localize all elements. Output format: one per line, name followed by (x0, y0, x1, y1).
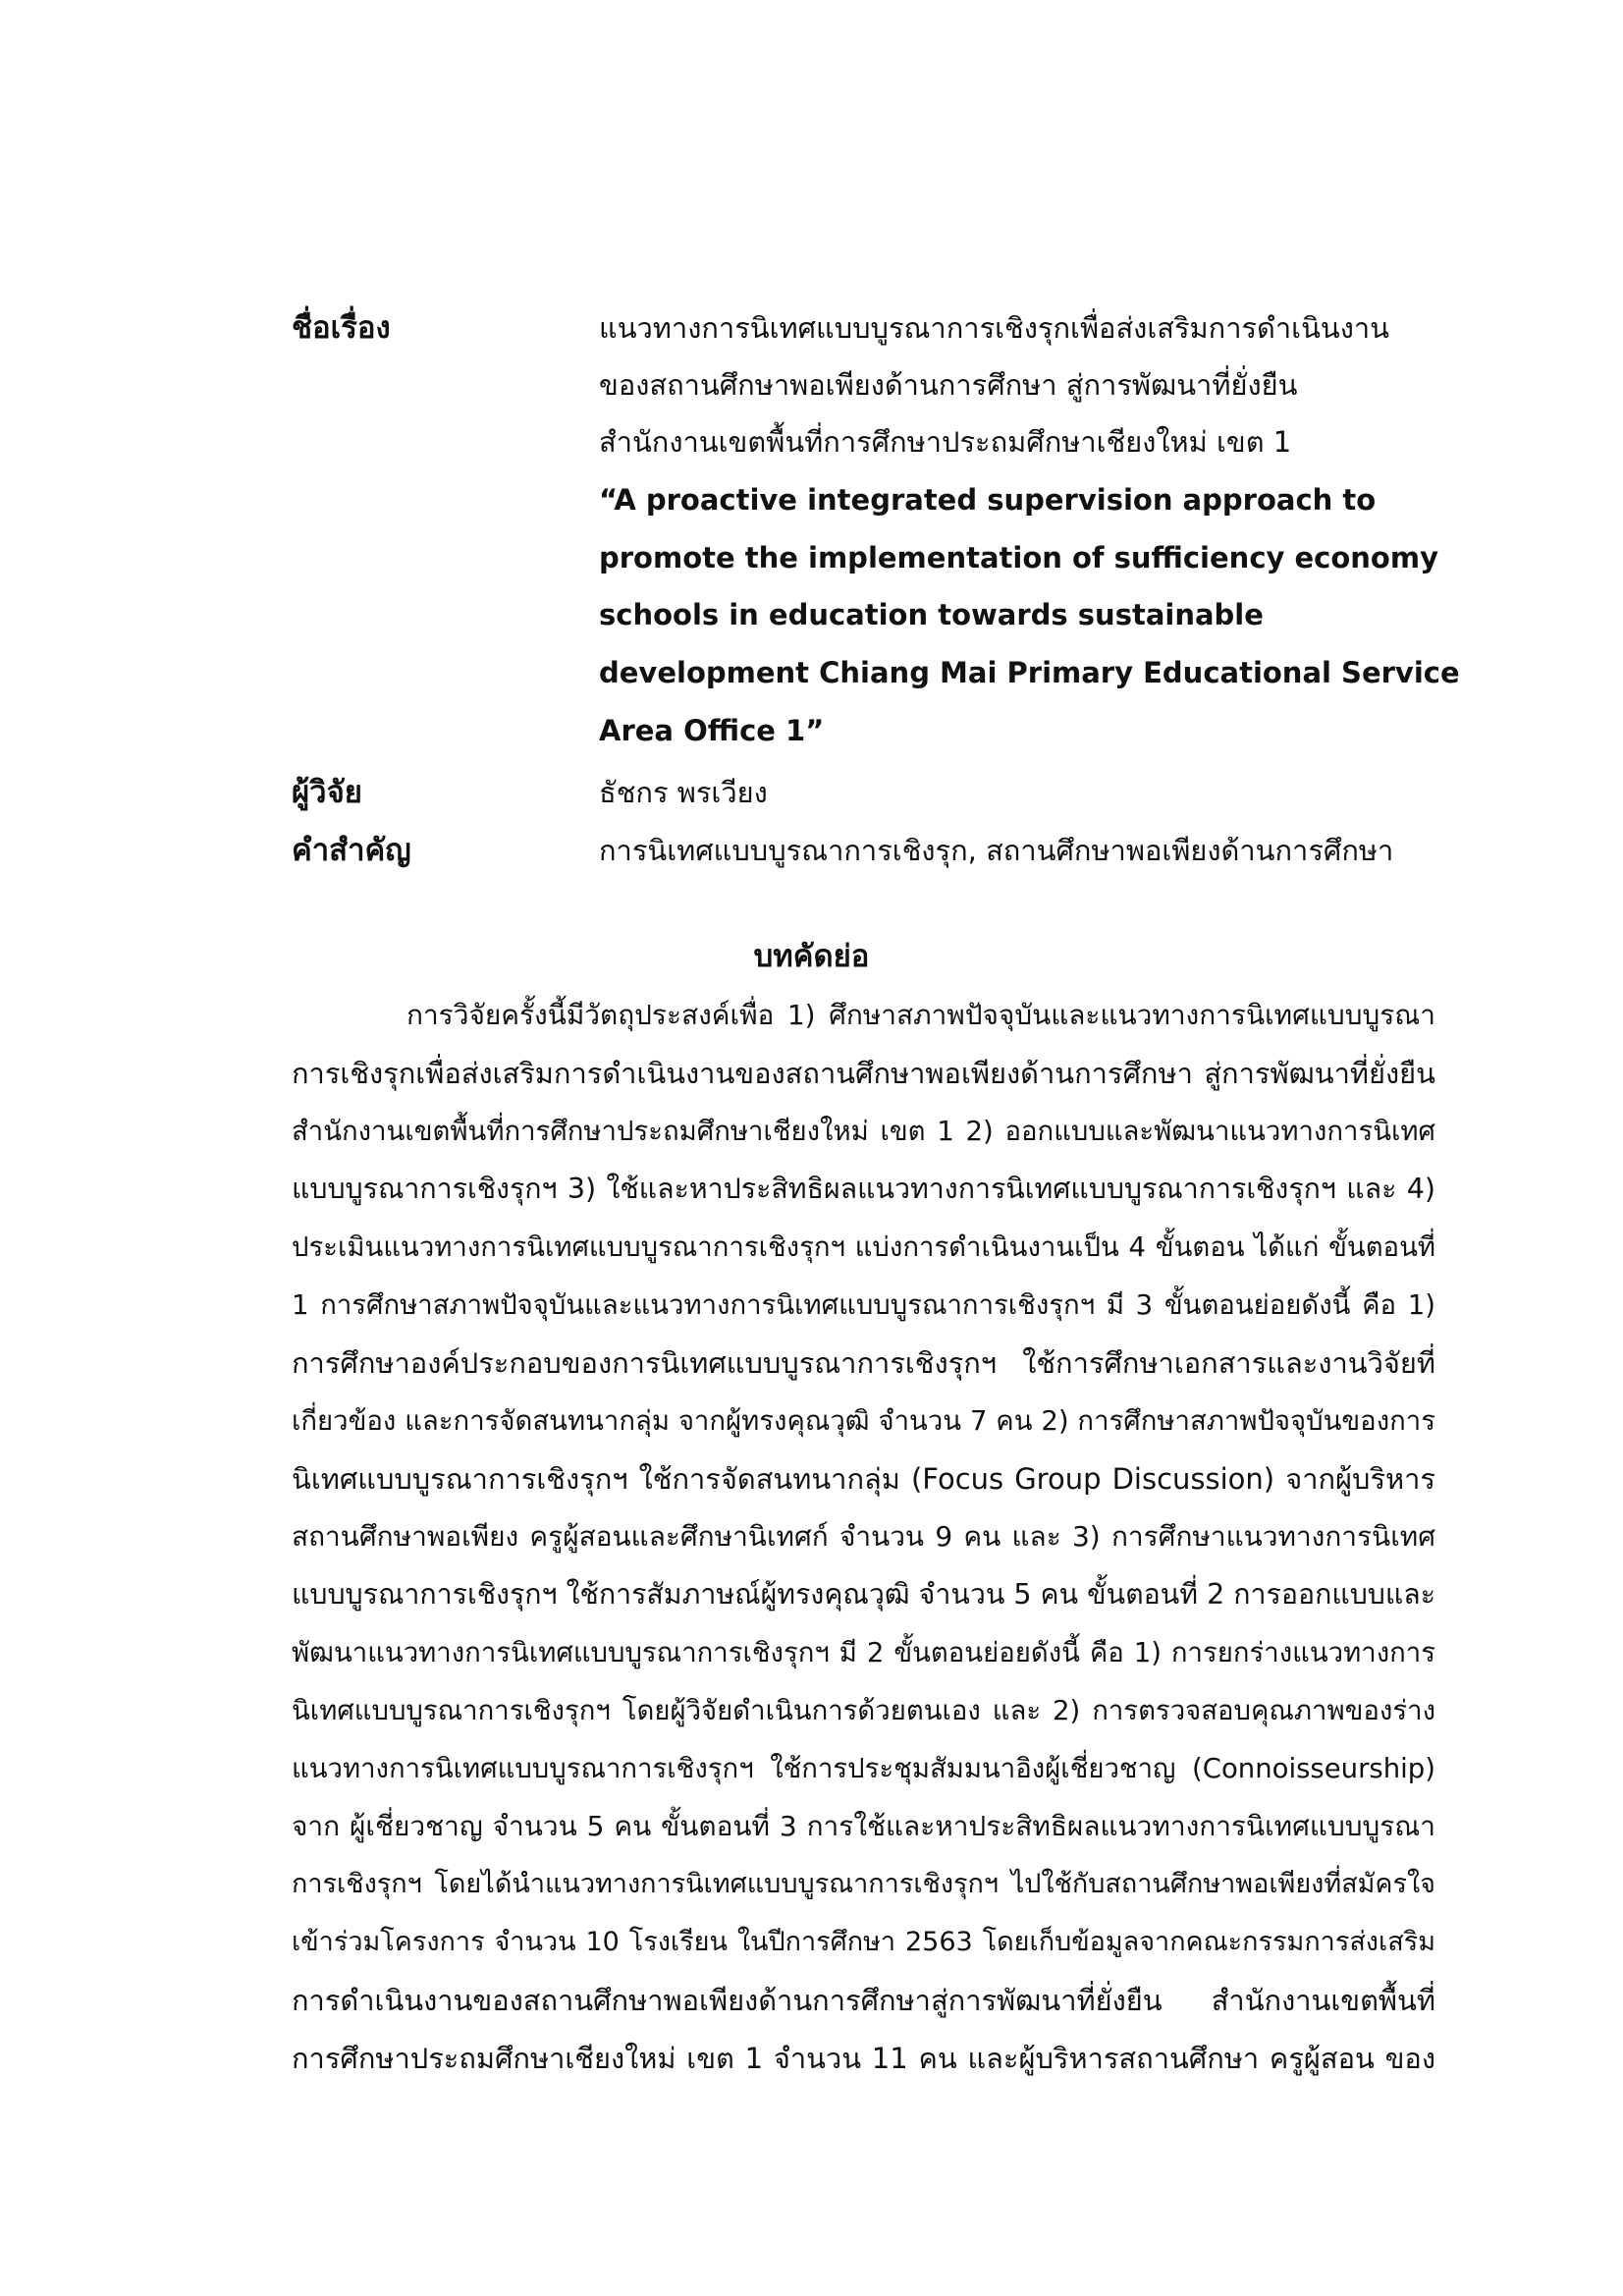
keywords-value: การนิเทศแบบบูรณาการเชิงรุก, สถานศึกษาพอเพียงด้านการศึกษา (599, 834, 1394, 867)
abstract-line: การศึกษาองค์ประกอบของการนิเทศแบบบูรณาการเชิงรุกฯ ใช้การศึกษาเอกสารและงานวิจัยที่ (292, 1346, 1435, 1380)
title-en-line-1: “A proactive integrated supervision approach to (599, 483, 1377, 517)
title-en-line-3: schools in education towards sustainable (599, 598, 1264, 631)
title-en-line-2: promote the implementation of sufficiency economy (599, 541, 1438, 574)
title-line-1: แนวทางการนิเทศแบบบูรณาการเชิงรุกเพื่อส่งเสริมการดำเนินงาน (599, 311, 1390, 345)
abstract-line: จาก ผู้เชี่ยวชาญ จำนวน 5 คน ขั้นตอนที่ 3 การใช้และหาประสิทธิผลแนวทางการนิเทศแบบบูรณา (292, 1810, 1435, 1842)
keywords-label: คำสำคัญ (292, 833, 411, 868)
abstract-line: เข้าร่วมโครงการ จำนวน 10 โรงเรียน ในปีการศึกษา 2563 โดยเก็บข้อมูลจากคณะกรรมการส่งเสริม (292, 1927, 1435, 1957)
researcher-label: ผู้วิจัย (292, 775, 362, 810)
abstract-line: ประเมินแนวทางการนิเทศแบบบูรณาการเชิงรุกฯ แบ่งการดำเนินงานเป็น 4 ขั้นตอน ได้แก่ ขั้นตอนที่ (292, 1231, 1435, 1263)
researcher-name: ธัชกร พรเวียง (599, 776, 768, 809)
abstract-line: การวิจัยครั้งนี้มีวัตถุประสงค์เพื่อ 1) ศึกษาสภาพปัจจุบันและแนวทางการนิเทศแบบบูรณา (406, 999, 1435, 1031)
abstract-line: 1 การศึกษาสภาพปัจจุบันและแนวทางการนิเทศแบบบูรณาการเชิงรุกฯ มี 3 ขั้นตอนย่อยดังนี้ คือ 1) (292, 1289, 1435, 1321)
abstract-line: การดำเนินงานของสถานศึกษาพอเพียงด้านการศึกษาสู่การพัฒนาที่ยั่งยืน สำนักงานเขตพื้นที่ (292, 1984, 1435, 2017)
title-en-line-5: Area Office 1” (599, 714, 825, 747)
title-en-line-4: development Chiang Mai Primary Educational Service (599, 656, 1460, 689)
abstract-line: แบบบูรณาการเชิงรุกฯ ใช้การสัมภาษณ์ผู้ทรงคุณวุฒิ จำนวน 5 คน ขั้นตอนที่ 2 การออกแบบและ (292, 1578, 1435, 1611)
abstract-line: แบบบูรณาการเชิงรุกฯ 3) ใช้และหาประสิทธิผลแนวทางการนิเทศแบบบูรณาการเชิงรุกฯ และ 4) (292, 1173, 1435, 1205)
abstract-line: การศึกษาประถมศึกษาเชียงใหม่ เขต 1 จำนวน 11 คน และผู้บริหารสถานศึกษา ครูผู้สอน ของ (292, 2042, 1435, 2075)
abstract-line: สำนักงานเขตพื้นที่การศึกษาประถมศึกษาเชียงใหม่ เขต 1 2) ออกแบบและพัฒนาแนวทางการนิเทศ (292, 1116, 1435, 1147)
abstract-line: พัฒนาแนวทางการนิเทศแบบบูรณาการเชิงรุกฯ มี 2 ขั้นตอนย่อยดังนี้ คือ 1) การยกร่างแนวทางการ (292, 1637, 1435, 1668)
abstract-line: เกี่ยวข้อง และการจัดสนทนากลุ่ม จากผู้ทรงคุณวุฒิ จำนวน 7 คน 2) การศึกษาสภาพปัจจุบันของการ (292, 1405, 1435, 1437)
abstract-line: การเชิงรุกฯ โดยได้นำแนวทางการนิเทศแบบบูรณาการเชิงรุกฯ ไปใช้กับสถานศึกษาพอเพียงที่สมัครใจ (292, 1869, 1435, 1899)
abstract-line: นิเทศแบบบูรณาการเชิงรุกฯ ใช้การจัดสนทนากลุ่ม (Focus Group Discussion) จากผู้บริหาร (292, 1462, 1435, 1496)
abstract-heading: บทคัดย่อ (753, 939, 870, 974)
abstract-line: แนวทางการนิเทศแบบบูรณาการเชิงรุกฯ ใช้การประชุมสัมมนาอิงผู้เชี่ยวชาญ (Connoisseurship) (292, 1753, 1435, 1784)
abstract-line: สถานศึกษาพอเพียง ครูผู้สอนและศึกษานิเทศก์ จำนวน 9 คน และ 3) การศึกษาแนวทางการนิเทศ (292, 1520, 1435, 1553)
title-line-3: สำนักงานเขตพื้นที่การศึกษาประถมศึกษาเชียงใหม่ เขต 1 (599, 425, 1292, 459)
title-label: ชื่อเรื่อง (292, 310, 391, 346)
abstract-line: นิเทศแบบบูรณาการเชิงรุกฯ โดยผู้วิจัยดำเนินการด้วยตนเอง และ 2) การตรวจสอบคุณภาพของร่าง (292, 1695, 1435, 1726)
title-line-2: ของสถานศึกษาพอเพียงด้านการศึกษา สู่การพัฒนาที่ยั่งยืน (599, 368, 1298, 402)
abstract-line: การเชิงรุกเพื่อส่งเสริมการดำเนินงานของสถานศึกษาพอเพียงด้านการศึกษา สู่การพัฒนาที่ยั่งยืน (292, 1057, 1435, 1090)
